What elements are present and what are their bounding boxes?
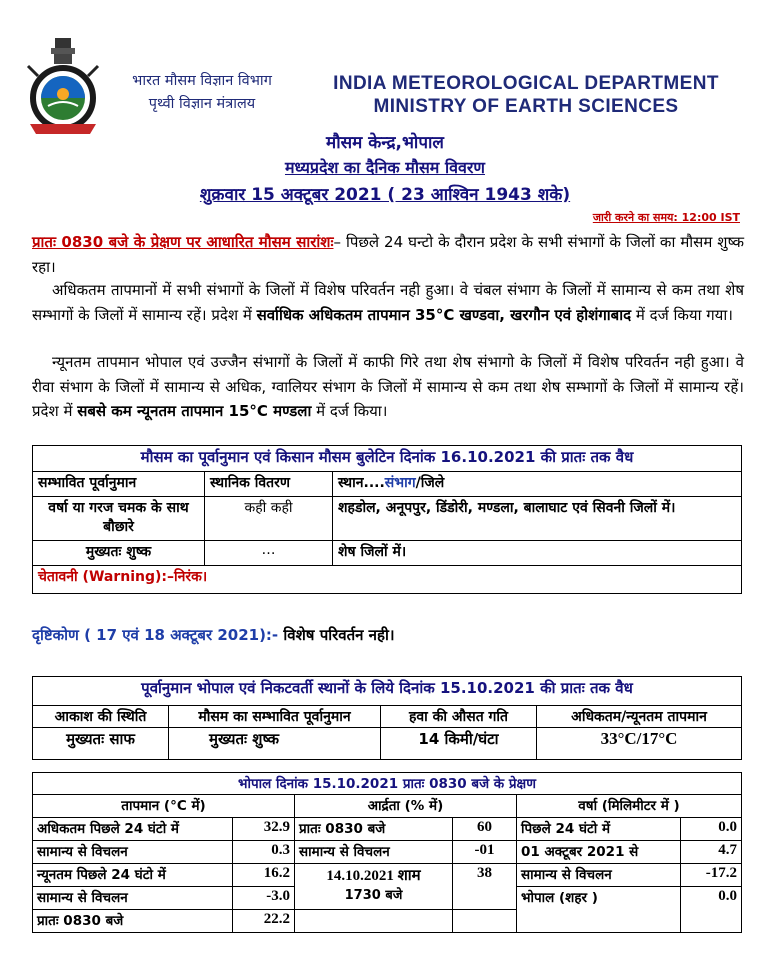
centre-name: मौसम केन्द्र,भोपाल — [326, 133, 444, 153]
table-row — [33, 728, 742, 760]
table-row — [33, 841, 742, 864]
forecast-col-distribution: स्थानिक वितरण — [205, 472, 333, 497]
obs-value: 0.0 — [681, 887, 742, 933]
obs-evening-label — [295, 864, 453, 910]
wind-header: हवा की औसत गति — [381, 706, 537, 728]
obs-label: सामान्य से विचलन — [517, 864, 681, 887]
warning-cell: चेतावनी (Warning):–निरंक। — [33, 566, 742, 594]
places-cell: शहडोल, अनूपपुर, डिंडोरी, मण्डला, बालाघाट एवं सिवनी जिलों में। — [333, 497, 742, 541]
summary-p1-text: – पिछले 24 घन्टो के दौरान प्रदेश के सभी संभागों के जिलों का मौसम शुष्क रहा। — [32, 233, 744, 276]
bhopal-obs-title: भोपाल दिनांक 15.10.2021 प्रातः 0830 बजे के प्रेक्षण — [33, 773, 742, 795]
forecast-col-forecast: सम्भावित पूर्वानुमान — [33, 472, 205, 497]
distribution-cell: … — [205, 541, 333, 566]
obs-empty-cell — [295, 910, 453, 933]
summary-p2-a: अधिकतम तापमानों में सभी संभागों के जिलों में विशेष परिवर्तन नही हुआ। वे चंबल संभाग के जिलों में सामान्य से कम तथा शेष सम्भागों के जिलों में सामान्य रहें। प्रदेश में — [32, 281, 744, 324]
table-row — [33, 497, 742, 541]
table-row — [33, 864, 742, 887]
obs-label: 01 अक्टूबर 2021 से — [517, 841, 681, 864]
forecast-col-places-a: स्थान.... — [338, 475, 385, 491]
outlook-label: दृष्टिकोण ( 17 एवं 18 अक्टूबर 2021):- — [32, 626, 279, 644]
outlook-text: विशेष परिवर्तन नही। — [278, 626, 395, 644]
imd-emblem-icon — [24, 36, 102, 136]
sky-header: आकाश की स्थिति — [33, 706, 169, 728]
obs-rain-header: वर्षा (मिलिमीटर में ) — [517, 795, 742, 818]
obs-value: 4.7 — [681, 841, 742, 864]
obs-value: 60 — [453, 818, 517, 841]
obs-value: 0.0 — [681, 818, 742, 841]
forecast-cell: मुख्यतः शुष्क — [33, 541, 205, 566]
obs-label: प्रातः 0830 बजे — [295, 818, 453, 841]
report-title — [0, 156, 770, 178]
report-date-text: शुक्रवार 15 अक्टूबर 2021 ( 23 आश्विन 1943 शके) — [199, 185, 571, 205]
report-date — [0, 182, 770, 205]
wind-value: 14 किमी/घंटा — [381, 728, 537, 760]
distribution-cell: कही कही — [205, 497, 333, 541]
obs-label: भोपाल (शहर ) — [517, 887, 681, 933]
obs-label: अधिकतम पिछले 24 घंटो में — [33, 818, 233, 841]
summary-p2-c: में दर्ज किया गया। — [631, 305, 733, 324]
obs-value: -17.2 — [681, 864, 742, 887]
obs-value: 32.9 — [233, 818, 295, 841]
temp-value: 33°C/17°C — [537, 728, 742, 760]
obs-value: -3.0 — [233, 887, 295, 910]
issue-time: जारी करने का समय: 12:00 IST — [592, 211, 740, 224]
summary-p3-c: में दर्ज किया। — [311, 402, 388, 420]
summary-lead: प्रातः 0830 बजे के प्रेक्षण पर आधारित मौसम सारांशः — [32, 233, 334, 251]
summary-p3-a: न्यूनतम तापमान भोपाल एवं उज्जैन संभागों के जिलों में काफी गिरे तथा शेष संभागो के जिलों में विशेष परिवर्तन नही हुआ। वे रीवा संभाग के जिलों में सामान्य से अधिक, ग्वालियर संभाग के जिलों में सामान्य से कम तथा शेष सम्भागों के जिलों में सामान्य रहें। प्रदेश में — [32, 353, 744, 420]
org-name-english-line2: MINISTRY OF EARTH SCIENCES — [373, 96, 679, 117]
obs-value: -01 — [453, 841, 517, 864]
obs-label: प्रातः 0830 बजे — [33, 910, 233, 933]
forecast-cell: वर्षा या गरज चमक के साथ बौछारे — [33, 497, 205, 541]
outlook — [32, 625, 395, 645]
forecast-col-places-c: /जिले — [415, 475, 445, 491]
bhopal-forecast-title: पूर्वानुमान भोपाल एवं निकटवर्ती स्थानों के लिये दिनांक 15.10.2021 की प्रातः तक वैध — [33, 677, 742, 706]
obs-value: 22.2 — [233, 910, 295, 933]
obs-value: 0.3 — [233, 841, 295, 864]
bhopal-observation-table — [32, 772, 742, 933]
places-cell: शेष जिलों में। — [333, 541, 742, 566]
forecast-col-places — [333, 472, 742, 497]
obs-label: पिछले 24 घंटो में — [517, 818, 681, 841]
org-name-hindi-line2: पृथ्वी विज्ञान मंत्रालय — [148, 96, 256, 112]
obs-label: सामान्य से विचलन — [33, 887, 233, 910]
summary-paragraph-2 — [32, 278, 744, 327]
forecast-table — [32, 445, 742, 594]
obs-label: सामान्य से विचलन — [33, 841, 233, 864]
org-name-hindi-line1: भारत मौसम विज्ञान विभाग — [132, 73, 272, 89]
obs-label: न्यूनतम पिछले 24 घंटो में — [33, 864, 233, 887]
table-row — [33, 818, 742, 841]
bhopal-forecast-table — [32, 676, 742, 760]
summary-p3-b: सबसे कम न्यूनतम तापमान 15°C मण्डला — [77, 402, 312, 420]
org-name-hindi — [112, 70, 292, 116]
obs-value: 16.2 — [233, 864, 295, 887]
obs-empty-cell — [453, 910, 517, 933]
sky-value: मुख्यतः साफ — [33, 728, 169, 760]
obs-label: सामान्य से विचलन — [295, 841, 453, 864]
obs-evening-label-1: 14.10.2021 शाम — [326, 868, 421, 884]
forecast-col-places-b: संभाग — [384, 475, 416, 491]
weather-header: मौसम का सम्भावित पूर्वानुमान — [169, 706, 381, 728]
org-name-english-line1: INDIA METEOROLOGICAL DEPARTMENT — [333, 73, 719, 94]
org-name-english — [300, 72, 752, 118]
summary-paragraph-3 — [32, 350, 744, 424]
obs-humidity-header: आर्द्रता (% में) — [295, 795, 517, 818]
forecast-title: मौसम का पूर्वानुमान एवं किसान मौसम बुलेटिन दिनांक 16.10.2021 की प्रातः तक वैध — [33, 446, 742, 472]
summary-p2-b: सर्वाधिक अधिकतम तापमान 35°C खण्डवा, खरगौन एवं होशंगाबाद — [256, 305, 632, 324]
report-title-text: मध्यप्रदेश का दैनिक मौसम विवरण — [284, 158, 485, 177]
temp-header: अधिकतम/न्यूनतम तापमान — [537, 706, 742, 728]
weather-value: मुख्यतः शुष्क — [169, 728, 381, 760]
obs-evening-value: 38 — [453, 864, 517, 910]
table-row — [33, 541, 742, 566]
obs-temp-header: तापमान (°C में) — [33, 795, 295, 818]
obs-evening-label-2: 1730 बजे — [344, 888, 403, 903]
summary-paragraph-1 — [32, 230, 744, 279]
